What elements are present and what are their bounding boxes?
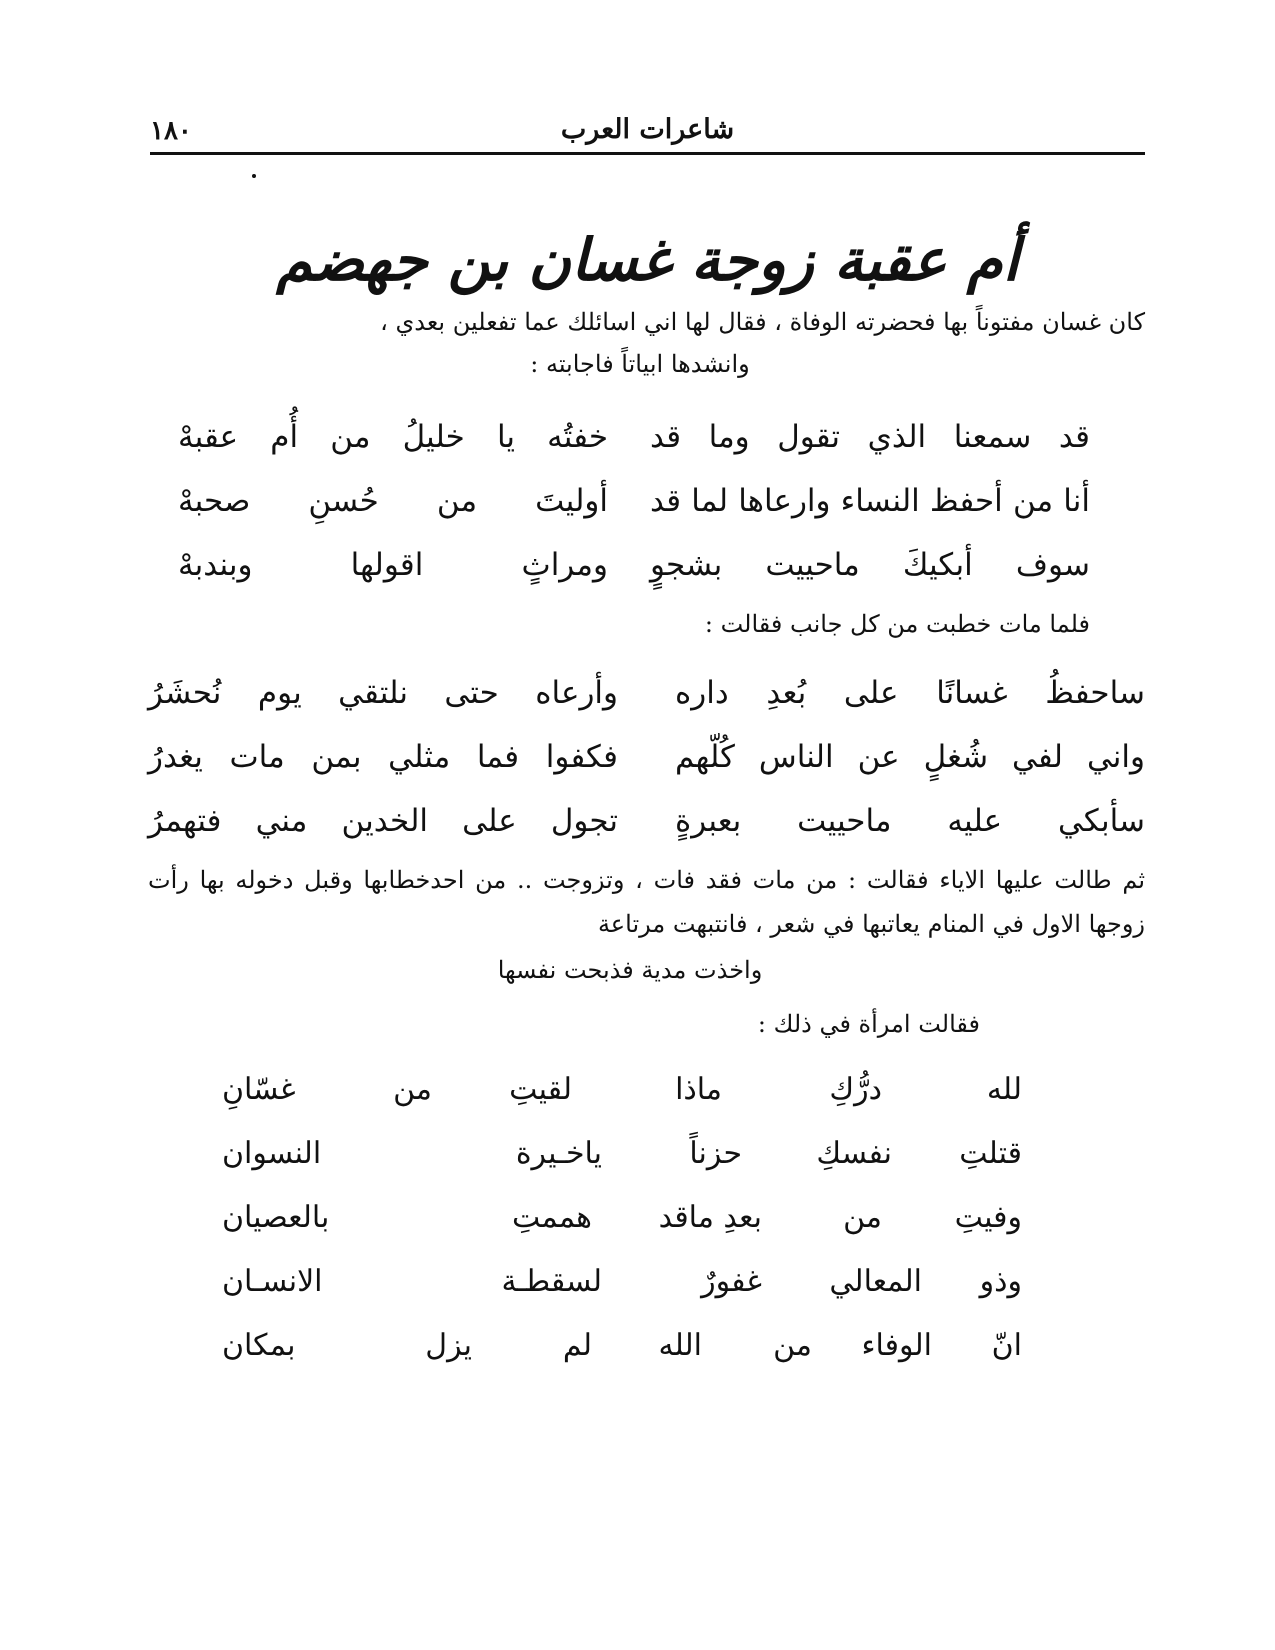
- hemistich-second: خفتُه يا خليلُ من أُم عقبهْ: [178, 419, 608, 455]
- word: المعالي: [829, 1264, 922, 1299]
- poem2-verse: [148, 724, 1145, 790]
- hemistich-second: فكفوا فما مثلي بمن مات يغدرُ: [148, 739, 618, 775]
- word: من: [393, 1072, 432, 1107]
- paragraph-narrative-cont: واخذت مدية فذبحت نفسها: [497, 956, 763, 984]
- word: لقيتِ: [509, 1072, 572, 1107]
- paragraph-transition: فلما مات خطبت من كل جانب فقالت :: [704, 610, 1090, 638]
- paragraph-narrative: ثم طالت عليها الاياء فقالت : من مات فقد فات ، وتزوجت .. من احدخطابها وقبل دخوله بها رأت زوجها الاول في المنام يعاتبها في شعر ، فانتبهت مرتاعة: [148, 866, 1145, 938]
- hemistich-second: أوليتَ من حُسنِ صحبهْ: [178, 483, 608, 519]
- poem2-verse: [148, 660, 1145, 726]
- word: بمكان: [222, 1328, 296, 1363]
- word: بالعصيان: [222, 1200, 330, 1235]
- hemistich-first: قد سمعنا الذي تقول وما قد: [650, 419, 1090, 455]
- word: لم: [562, 1328, 592, 1363]
- header-rule: [150, 152, 1145, 155]
- poem3-line: [222, 1060, 1042, 1120]
- word: يزل: [425, 1328, 472, 1363]
- word: نفسكِ: [816, 1136, 892, 1171]
- hemistich-first: ساحفظُ غسانًا على بُعدِ داره: [675, 675, 1145, 711]
- poem1-verse: [178, 532, 1090, 598]
- word: من: [843, 1200, 882, 1235]
- ink-dot: [252, 174, 256, 178]
- poem1-verse: [178, 404, 1090, 470]
- word: لله: [986, 1072, 1022, 1107]
- paragraph-intro-cont: وانشدها ابياتاً فاجابته :: [530, 350, 750, 378]
- poem3-line: [222, 1124, 1042, 1184]
- word: ماذا: [675, 1072, 722, 1107]
- hemistich-first: واني لفي شُغلٍ عن الناس كُلّهم: [675, 739, 1145, 775]
- section-heading: أم عقبة زوجة غسان بن جهضم: [276, 226, 1019, 294]
- word: هممتِ: [512, 1200, 592, 1235]
- word: وفيتِ: [954, 1200, 1022, 1235]
- hemistich-second: ومراثٍ اقولها وبندبهْ: [178, 547, 608, 583]
- poem2-verse: [148, 788, 1145, 854]
- hemistich-second: تجول على الخدين مني فتهمرُ: [148, 803, 618, 839]
- hemistich-first: أنا من أحفظ النساء وارعاها لما قد: [650, 483, 1090, 519]
- word: الله: [658, 1328, 702, 1363]
- page-number: ١٨٠: [150, 116, 192, 146]
- word: بعدِ ماقد: [658, 1200, 762, 1235]
- running-title: شاعرات العرب: [560, 114, 735, 145]
- hemistich-first: سأبكي عليه ماحييت بعبرةٍ: [675, 803, 1145, 839]
- word: ياخـيرة: [515, 1136, 602, 1171]
- paragraph-intro: كان غسان مفتوناً بها فحضرته الوفاة ، فقال لها اني اسائلك عما تفعلين بعدي ،: [380, 308, 1145, 336]
- poem3-line: [222, 1316, 1042, 1376]
- hemistich-first: سوف أبكيكَ ماحييت بشجوٍ: [650, 547, 1090, 583]
- word: الوفاء: [861, 1328, 932, 1363]
- word: غفورٌ: [701, 1264, 762, 1299]
- poem1-verse: [178, 468, 1090, 534]
- word: غسّانِ: [222, 1072, 296, 1107]
- running-header: [150, 108, 1145, 154]
- word: حزناً: [689, 1136, 742, 1171]
- word: النسوان: [222, 1136, 322, 1171]
- poem3-line: [222, 1252, 1042, 1312]
- word: الانسـان: [222, 1264, 323, 1299]
- word: وذو: [979, 1264, 1022, 1299]
- poem3-line: [222, 1188, 1042, 1248]
- word: درُّكِ: [829, 1072, 882, 1107]
- word: انّ: [991, 1328, 1022, 1363]
- word: قتلتِ: [959, 1136, 1022, 1171]
- word: لسقطـة: [501, 1264, 602, 1299]
- hemistich-second: وأرعاه حتى نلتقي يوم نُحشَرُ: [148, 675, 618, 711]
- word: من: [773, 1328, 812, 1363]
- paragraph-lead: فقالت امرأة في ذلك :: [757, 1010, 980, 1038]
